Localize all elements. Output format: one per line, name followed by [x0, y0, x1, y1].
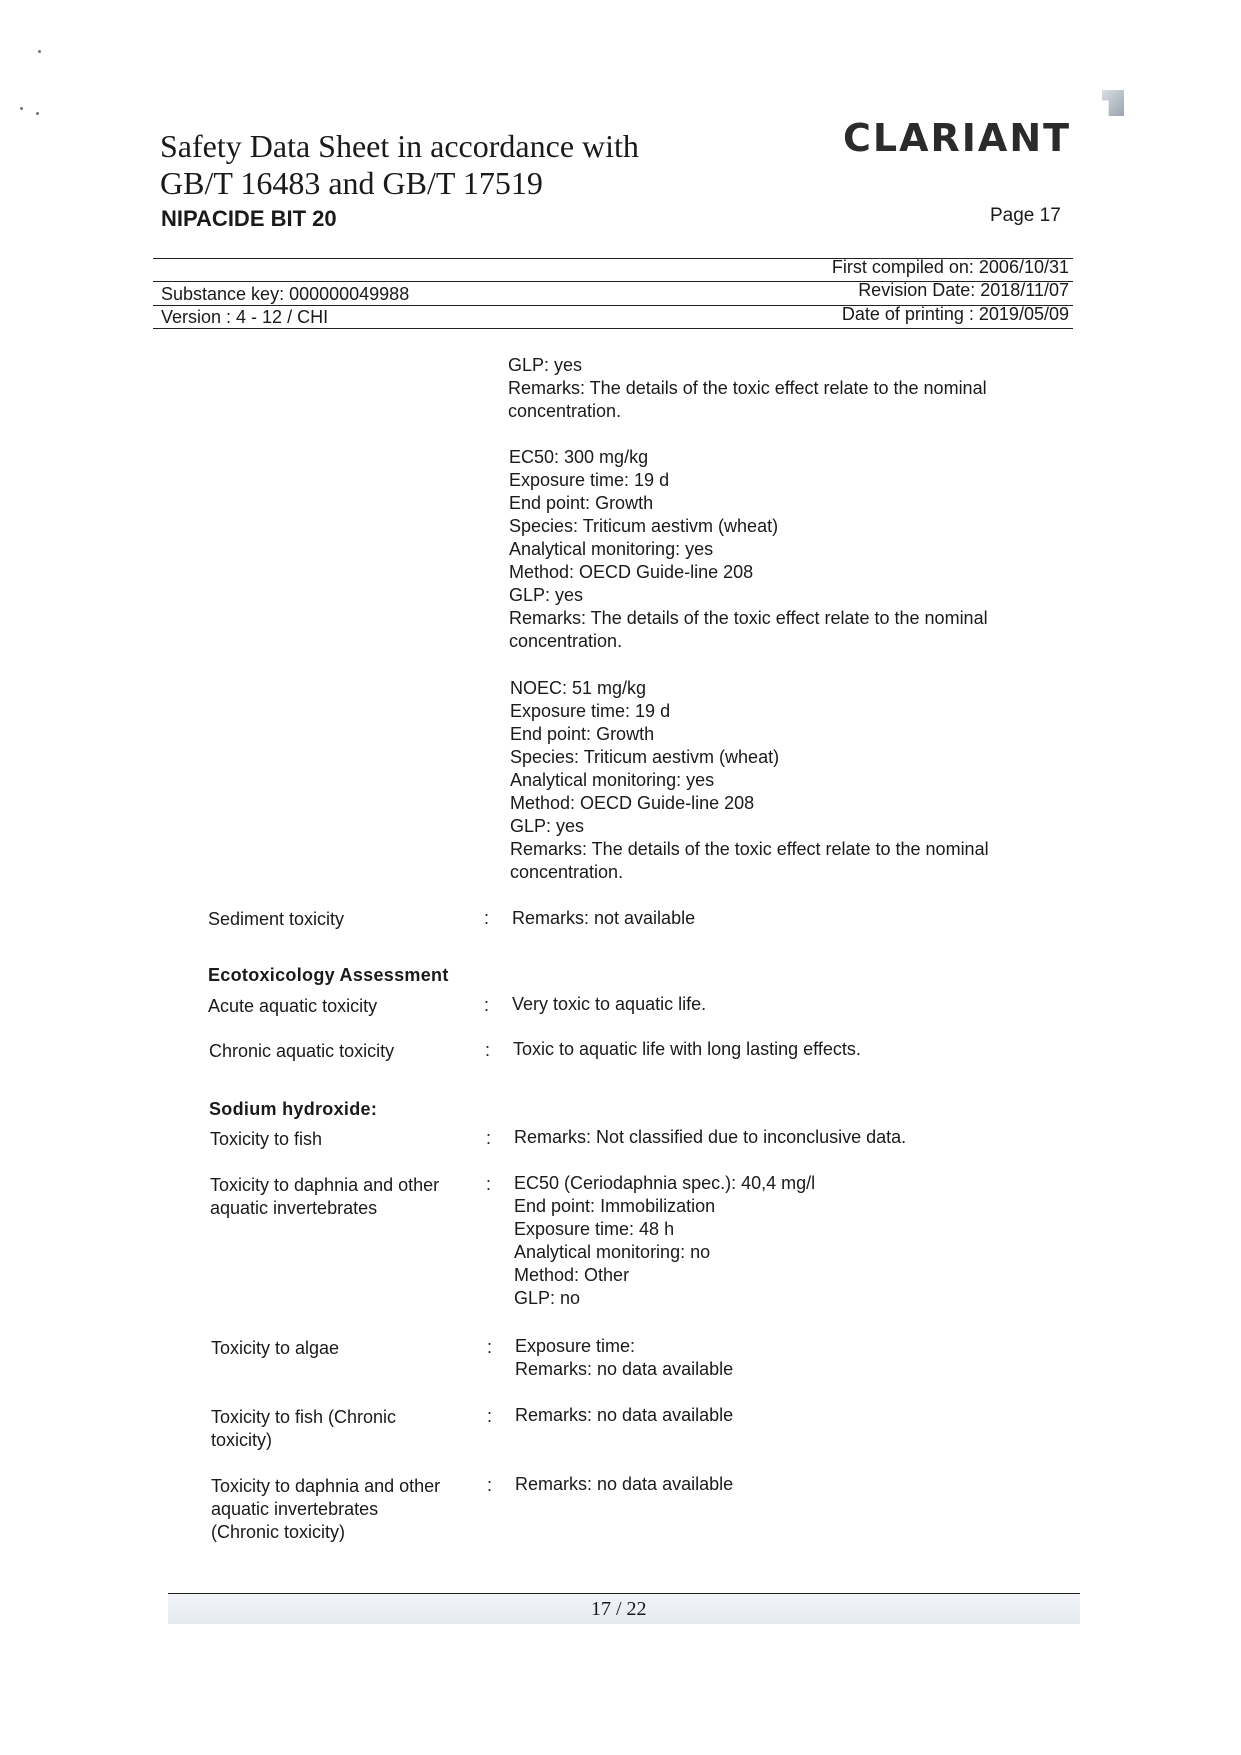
sodium-row-value: EC50 (Ceriodaphnia spec.): 40,4 mg/l End point: Immobilization Exposure time: 48 h Analytical monitoring: no Method: Other GLP: no: [514, 1173, 816, 1308]
scan-speck: [36, 112, 39, 115]
chronic-value: Toxic to aquatic life with long lasting effects.: [513, 1039, 861, 1059]
eco-assessment-heading: Ecotoxicology Assessment: [208, 965, 449, 985]
sodium-row-value: Exposure time: Remarks: no data available: [515, 1336, 734, 1379]
scan-speck: [38, 50, 41, 53]
colon: :: [486, 1174, 492, 1194]
footer-page-count: 17 / 22: [591, 1598, 647, 1620]
colon: :: [487, 1406, 493, 1426]
colon: :: [484, 995, 490, 1015]
first-compiled: First compiled on: 2006/10/31: [831, 257, 1069, 277]
header-rule-bottom: [153, 328, 1073, 329]
sodium-row-label: Toxicity to daphnia and other aquatic invertebrates (Chronic toxicity): [211, 1476, 441, 1542]
document-title: [160, 128, 639, 202]
acute-label: Acute aquatic toxicity: [208, 996, 378, 1016]
scan-speck: [20, 107, 23, 110]
revision-date: Revision Date: 2018/11/07: [858, 280, 1069, 300]
page-number: Page 17: [990, 205, 1061, 226]
colon: :: [484, 908, 490, 928]
sodium-row-value: Remarks: no data available: [515, 1405, 734, 1425]
sediment-label: Sediment toxicity: [208, 909, 345, 929]
sodium-row-label: Toxicity to fish: [210, 1129, 323, 1149]
sodium-row-label: Toxicity to algae: [211, 1338, 340, 1358]
product-name: NIPACIDE BIT 20: [161, 206, 337, 231]
colon: :: [487, 1475, 493, 1495]
sodium-hydroxide-heading: Sodium hydroxide:: [209, 1099, 378, 1119]
sodium-row-value: Remarks: Not classified due to inconclusive data.: [514, 1127, 907, 1147]
logo-mark-icon: [1102, 90, 1124, 116]
sodium-row-label: Toxicity to daphnia and other aquatic invertebrates: [210, 1175, 440, 1218]
continuation-block-noec: NOEC: 51 mg/kg Exposure time: 19 d End point: Growth Species: Triticum aestivm (wheat) Analytical monitoring: yes Method: OECD Guide-line 208 GLP: yes Remarks: The details of the toxic effect relate to the nominal concentration.: [510, 678, 989, 882]
title-line-1: Safety Data Sheet in accordance with: [160, 128, 639, 164]
footer-rule: [168, 1593, 1080, 1594]
colon: :: [486, 1128, 492, 1148]
clariant-logo: CLARIANT: [843, 116, 1072, 160]
continuation-block-ec50: EC50: 300 mg/kg Exposure time: 19 d End point: Growth Species: Triticum aestivm (wheat) Analytical monitoring: yes Method: OECD Guide-line 208 GLP: yes Remarks: The details of the toxic effect relate to the nominal concentration.: [509, 447, 988, 651]
chronic-label: Chronic aquatic toxicity: [209, 1041, 395, 1061]
sodium-row-value: Remarks: no data available: [515, 1474, 734, 1494]
colon: :: [487, 1337, 493, 1357]
date-printing: Date of printing : 2019/05/09: [841, 304, 1069, 324]
sediment-value: Remarks: not available: [512, 908, 696, 928]
substance-key: Substance key: 000000049988: [161, 284, 410, 304]
sodium-row-label: Toxicity to fish (Chronic toxicity): [211, 1407, 397, 1450]
version: Version : 4 - 12 / CHI: [161, 307, 329, 327]
acute-value: Very toxic to aquatic life.: [512, 994, 707, 1014]
title-line-2: GB/T 16483 and GB/T 17519: [160, 165, 543, 201]
continuation-block-1: GLP: yes Remarks: The details of the toxic effect relate to the nominal concentration.: [508, 355, 987, 421]
colon: :: [485, 1040, 491, 1060]
